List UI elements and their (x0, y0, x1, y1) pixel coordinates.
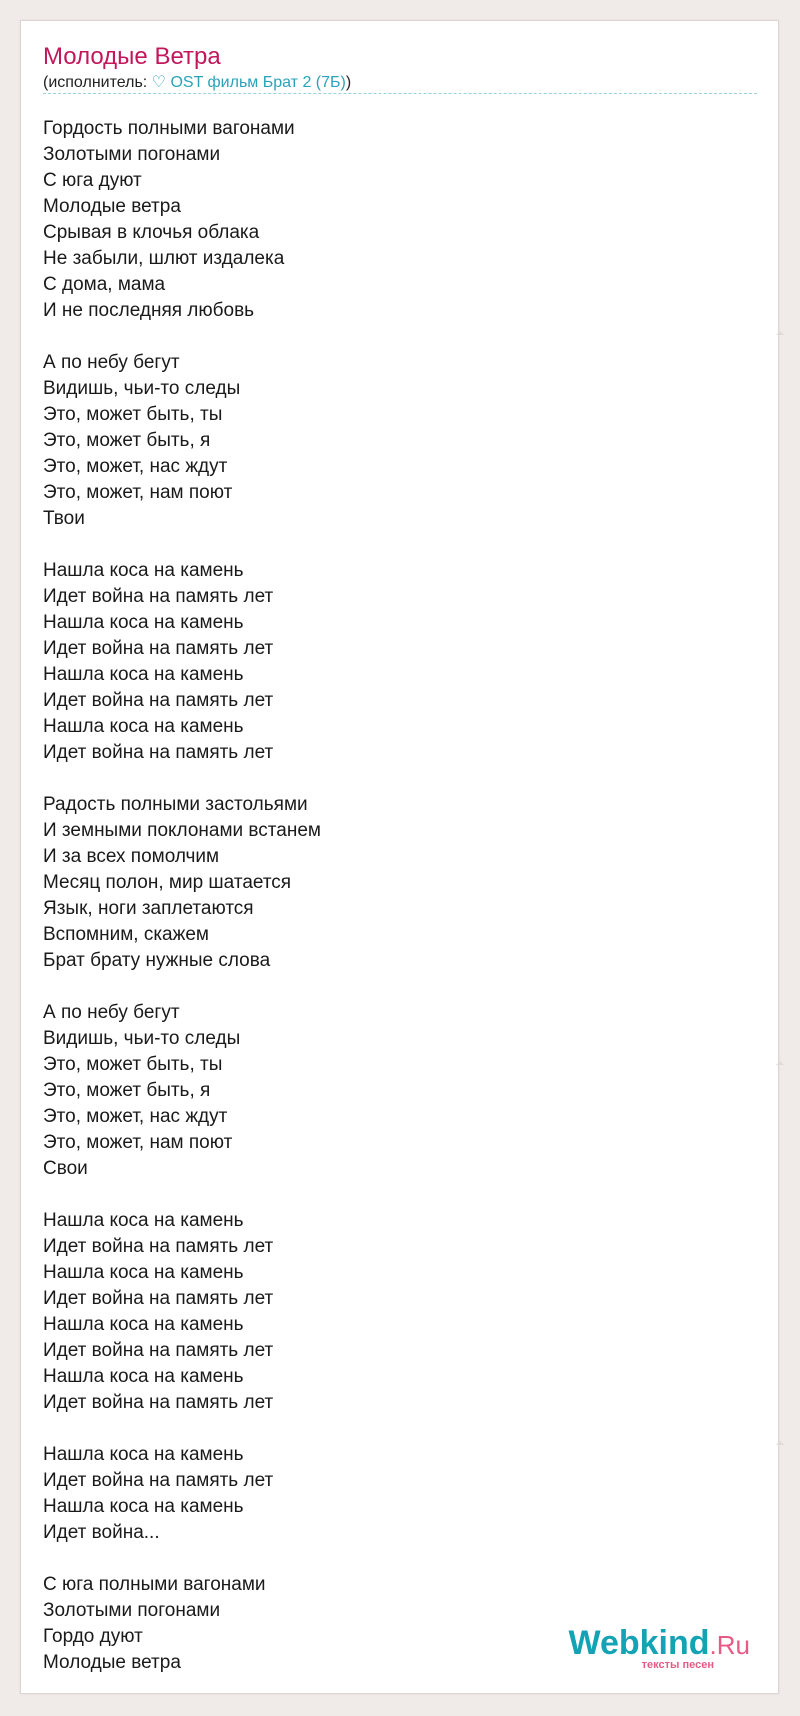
lyric-line: Идет война на память лет (43, 1392, 274, 1413)
lyric-line: С дома, мама (43, 274, 166, 295)
lyric-line: Месяц полон, мир шатается (43, 872, 292, 893)
lyrics-stanza (43, 558, 743, 766)
lyric-line: Нашла коса на камень (43, 1262, 244, 1283)
lyric-line: С юга дуют (43, 170, 142, 191)
lyrics-stanza (43, 1000, 743, 1182)
lyric-line: Гордость полными вагонами (43, 118, 295, 139)
edge-decoration (776, 331, 784, 335)
lyric-line: Идет война на память лет (43, 1236, 274, 1257)
lyrics-stanza (43, 792, 743, 974)
lyric-line: Нашла коса на камень (43, 1314, 244, 1335)
lyric-line: И за всех помолчим (43, 846, 220, 867)
lyric-line: Идет война... (43, 1522, 160, 1543)
lyric-line: Это, может быть, ты (43, 404, 223, 425)
lyrics-body (43, 116, 743, 1702)
site-logo[interactable] (530, 1623, 750, 1683)
edge-decoration (776, 1061, 784, 1065)
lyric-line: А по небу бегут (43, 352, 180, 373)
lyric-line: Нашла коса на камень (43, 664, 244, 685)
lyric-line: Видишь, чьи-то следы (43, 1028, 241, 1049)
lyric-line: Молодые ветра (43, 196, 181, 217)
lyrics-stanza (43, 116, 743, 324)
lyric-line: Срывая в клочья облака (43, 222, 260, 243)
lyric-line: Идет война на память лет (43, 1470, 274, 1491)
lyric-line: Идет война на память лет (43, 586, 274, 607)
lyric-line: Не забыли, шлют издалека (43, 248, 285, 269)
title-divider (43, 93, 757, 94)
lyric-line: А по небу бегут (43, 1002, 180, 1023)
lyric-line: Это, может быть, я (43, 1080, 211, 1101)
lyric-line: Идет война на память лет (43, 638, 274, 659)
lyric-line: Это, может, нам поют (43, 1132, 233, 1153)
lyric-line: Нашла коса на камень (43, 560, 244, 581)
lyric-line: Нашла коса на камень (43, 716, 244, 737)
lyric-line: Радость полными застольями (43, 794, 308, 815)
lyrics-stanza (43, 350, 743, 532)
lyric-line: Это, может быть, ты (43, 1054, 223, 1075)
artist-suffix: ) (345, 74, 352, 91)
lyric-line: Брат брату нужные слова (43, 950, 271, 971)
lyric-line: Идет война на память лет (43, 690, 274, 711)
lyric-line: Свои (43, 1158, 88, 1179)
lyric-line: Нашла коса на камень (43, 1496, 244, 1517)
lyric-line: Идет война на память лет (43, 1288, 274, 1309)
lyric-line: Нашла коса на камень (43, 612, 244, 633)
lyric-line: С юга полными вагонами (43, 1574, 266, 1595)
song-title: Молодые Ветра (43, 43, 221, 70)
logo-tagline: тексты песен (641, 1659, 714, 1671)
lyric-line: Язык, ноги заплетаются (43, 898, 254, 919)
lyrics-stanza (43, 1208, 743, 1416)
lyric-line: Золотыми погонами (43, 144, 221, 165)
lyric-line: Идет война на память лет (43, 1340, 274, 1361)
lyric-line: Вспомним, скажем (43, 924, 209, 945)
lyric-line: И земными поклонами встанем (43, 820, 321, 841)
lyric-line: И не последняя любовь (43, 300, 255, 321)
lyric-line: Гордо дуют (43, 1626, 143, 1647)
lyric-line: Нашла коса на камень (43, 1210, 244, 1231)
lyric-line: Нашла коса на камень (43, 1444, 244, 1465)
lyric-line: Молодые ветра (43, 1652, 181, 1673)
lyric-line: Это, может, нам поют (43, 482, 233, 503)
artist-link[interactable]: ♡ OST фильм Брат 2 (7Б) (151, 74, 346, 91)
lyric-line: Золотыми погонами (43, 1600, 221, 1621)
lyric-line: Идет война на память лет (43, 742, 274, 763)
lyric-line: Это, может быть, я (43, 430, 211, 451)
edge-decoration (776, 1441, 784, 1445)
logo-tld: .Ru (709, 1630, 750, 1660)
lyric-line: Это, может, нас ждут (43, 1106, 228, 1127)
logo-name: Webkind (568, 1624, 710, 1662)
lyrics-stanza (43, 1442, 743, 1546)
lyric-line: Видишь, чьи-то следы (43, 378, 241, 399)
lyric-line: Нашла коса на камень (43, 1366, 244, 1387)
artist-prefix: (исполнитель: (43, 74, 152, 91)
artist-line (43, 73, 351, 92)
lyric-line: Твои (43, 508, 85, 529)
lyrics-card (20, 20, 779, 1694)
lyric-line: Это, может, нас ждут (43, 456, 228, 477)
